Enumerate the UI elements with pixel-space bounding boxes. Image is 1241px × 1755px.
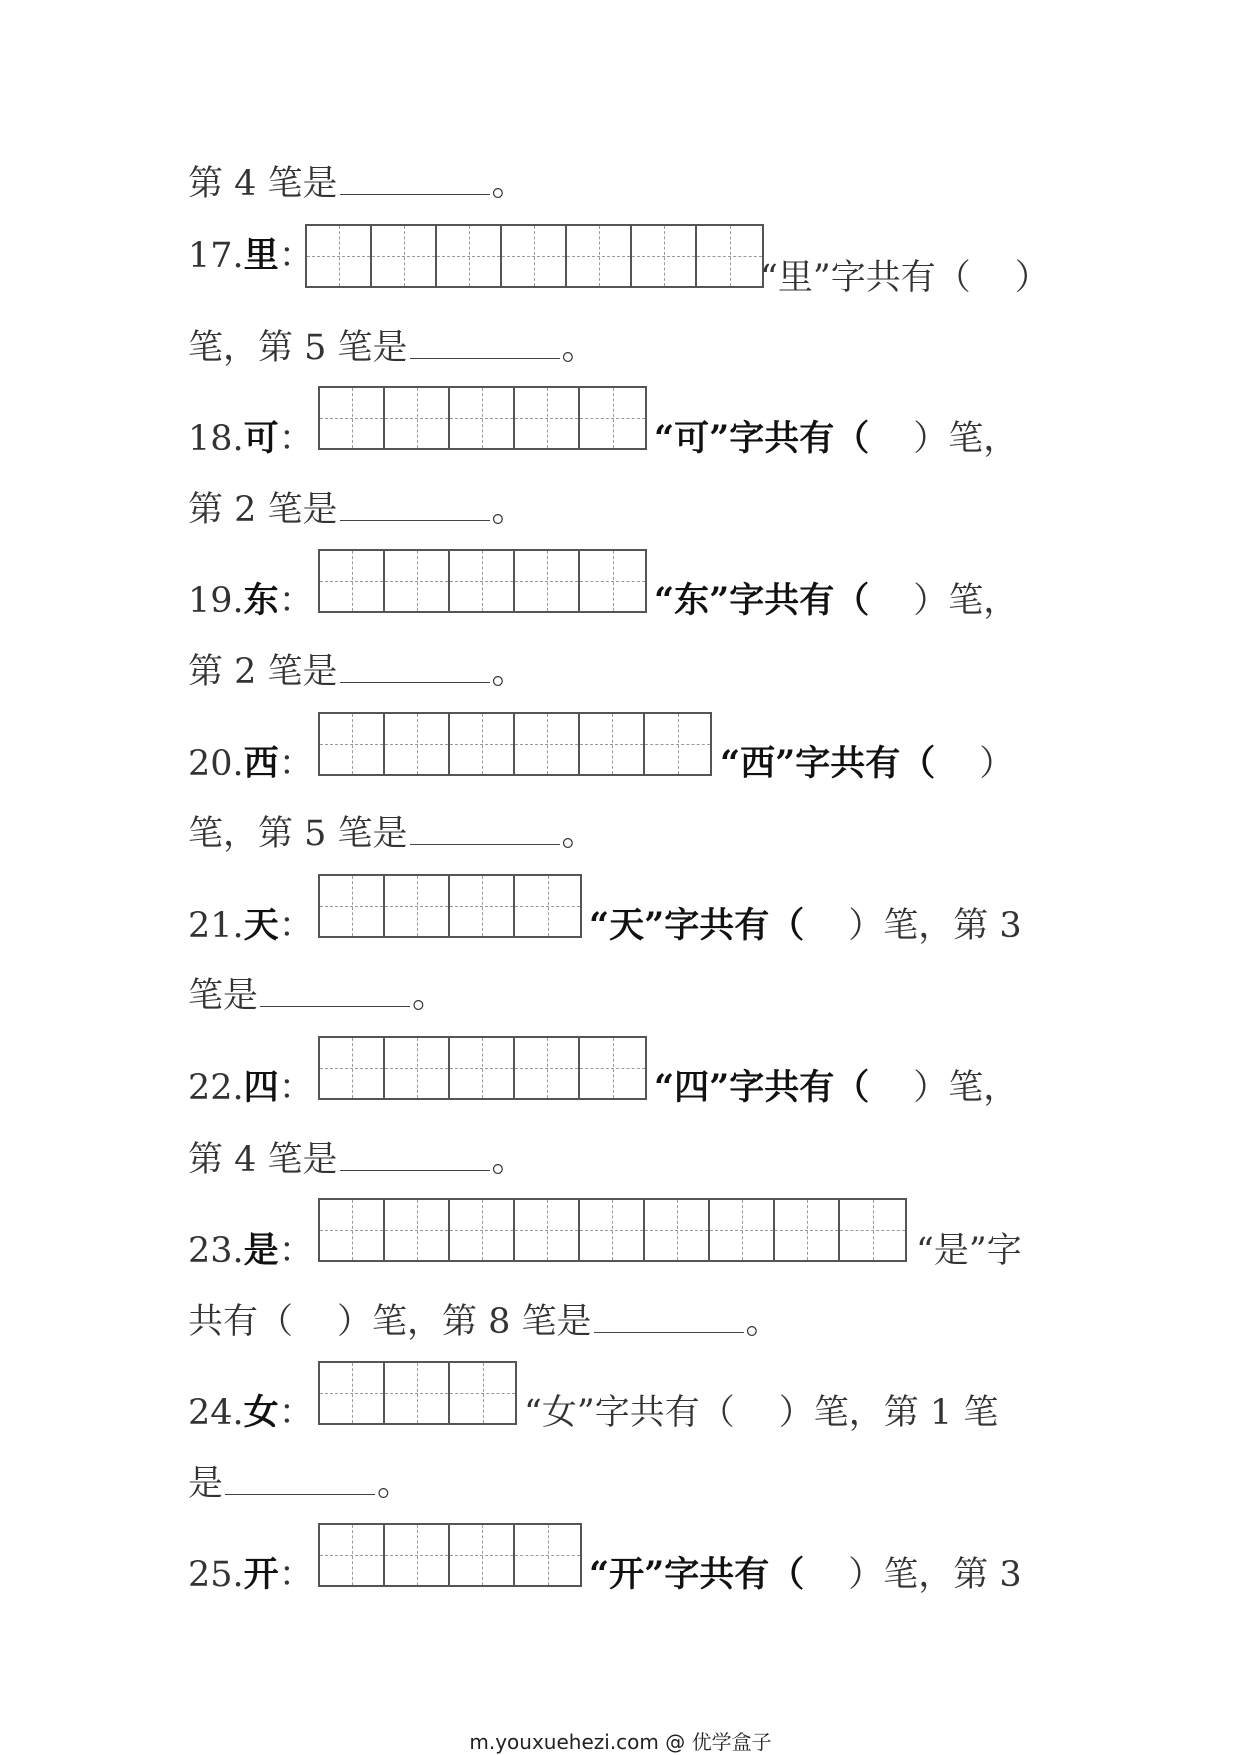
grid-cell[interactable] xyxy=(580,714,645,774)
answer-blank[interactable] xyxy=(410,322,560,359)
grid-cell[interactable] xyxy=(515,876,580,936)
grid-cell[interactable] xyxy=(385,714,450,774)
grid-cell[interactable] xyxy=(450,1525,515,1585)
stroke-question: 第 2 笔是 xyxy=(188,490,338,530)
question-number: 17. xyxy=(188,236,244,276)
stroke-question: 第 4 笔是 xyxy=(188,1140,338,1180)
question-char: 天 xyxy=(243,905,279,946)
question-prompt-end: ）笔， xyxy=(913,581,1019,621)
line-end: 。 xyxy=(745,1302,781,1342)
colon: ： xyxy=(278,236,314,276)
question-char: 里 xyxy=(243,235,279,276)
writing-grid-24[interactable] xyxy=(318,1361,517,1425)
grid-cell[interactable] xyxy=(515,1525,580,1585)
question-25-prompt xyxy=(589,1552,1022,1598)
question-number: 22. xyxy=(188,1068,244,1108)
question-prompt: “女”字共有（ xyxy=(524,1393,735,1433)
intro-line xyxy=(188,158,527,207)
grid-cell[interactable] xyxy=(645,714,710,774)
question-21-prompt xyxy=(589,903,1022,949)
answer-blank[interactable] xyxy=(260,970,410,1007)
stroke-question: 笔，第 5 笔是 xyxy=(188,814,408,854)
line-end: 。 xyxy=(561,328,597,368)
grid-cell[interactable] xyxy=(632,226,697,286)
question-prompt-end: ）笔，第 3 xyxy=(848,1555,1022,1595)
question-number: 19. xyxy=(188,581,244,621)
question-prompt-end: ）笔， xyxy=(913,419,1019,459)
grid-cell[interactable] xyxy=(580,388,645,448)
question-19 xyxy=(188,578,314,624)
grid-cell[interactable] xyxy=(320,1038,385,1098)
grid-cell[interactable] xyxy=(385,1525,450,1585)
question-prompt-end: ） xyxy=(979,744,1015,784)
question-number: 21. xyxy=(188,906,244,946)
colon: ： xyxy=(278,1068,314,1108)
grid-cell[interactable] xyxy=(450,876,515,936)
grid-cell[interactable] xyxy=(320,714,385,774)
grid-cell[interactable] xyxy=(320,551,385,611)
grid-cell[interactable] xyxy=(385,388,450,448)
question-23 xyxy=(188,1228,314,1274)
grid-cell[interactable] xyxy=(515,388,580,448)
grid-cell[interactable] xyxy=(515,1038,580,1098)
question-prompt: “里”字共有（ xyxy=(760,258,971,298)
colon: ： xyxy=(278,744,314,784)
line-end: 。 xyxy=(491,1140,527,1180)
question-prompt-end: ）笔， xyxy=(913,1068,1019,1108)
grid-cell[interactable] xyxy=(450,388,515,448)
answer-blank[interactable] xyxy=(340,1134,490,1171)
stroke-question: 笔，第 5 笔是 xyxy=(188,328,408,368)
question-number: 20. xyxy=(188,744,244,784)
question-17 xyxy=(188,233,314,279)
question-24-prompt xyxy=(524,1390,998,1436)
question-char: 东 xyxy=(243,580,279,621)
grid-cell[interactable] xyxy=(385,1363,450,1423)
writing-grid-18[interactable] xyxy=(318,386,647,450)
line-end: 。 xyxy=(561,814,597,854)
grid-cell[interactable] xyxy=(580,1200,645,1260)
grid-cell[interactable] xyxy=(450,714,515,774)
question-char: 西 xyxy=(243,743,279,784)
question-17-line2 xyxy=(188,322,597,371)
question-prompt: “天”字共有（ xyxy=(589,905,805,946)
grid-cell[interactable] xyxy=(372,226,437,286)
intro-end: 。 xyxy=(491,164,527,204)
grid-cell[interactable] xyxy=(450,551,515,611)
writing-grid-21[interactable] xyxy=(318,874,582,938)
intro-text: 第 4 笔是 xyxy=(188,164,338,204)
grid-cell[interactable] xyxy=(515,551,580,611)
footer-watermark: m.youxuehezi.com @ 优学盒子 xyxy=(469,1730,772,1754)
question-char: 是 xyxy=(243,1230,279,1271)
question-20 xyxy=(188,741,314,787)
writing-grid-22[interactable] xyxy=(318,1036,647,1100)
grid-cell[interactable] xyxy=(437,226,502,286)
question-22 xyxy=(188,1065,314,1111)
question-prompt-end: ） xyxy=(1014,258,1050,298)
grid-cell[interactable] xyxy=(307,226,372,286)
question-25 xyxy=(188,1552,314,1598)
colon: ： xyxy=(278,419,314,459)
grid-cell[interactable] xyxy=(385,876,450,936)
question-19-line2 xyxy=(188,646,527,695)
question-prompt: “可”字共有（ xyxy=(654,418,870,459)
question-21 xyxy=(188,903,314,949)
colon: ： xyxy=(278,1555,314,1595)
question-22-prompt xyxy=(654,1065,1018,1111)
question-char: 可 xyxy=(243,418,279,459)
question-number: 23. xyxy=(188,1231,244,1271)
grid-cell[interactable] xyxy=(697,226,762,286)
answer-blank[interactable] xyxy=(225,1458,375,1495)
question-prompt: “是”字 xyxy=(916,1231,1022,1271)
count-question: 共有（ xyxy=(188,1302,294,1342)
grid-cell[interactable] xyxy=(320,1525,385,1585)
grid-cell[interactable] xyxy=(515,714,580,774)
question-prompt: “西”字共有（ xyxy=(720,743,936,784)
writing-grid-25[interactable] xyxy=(318,1523,582,1587)
line-end: 。 xyxy=(377,1464,413,1504)
question-18-line2 xyxy=(188,484,527,533)
grid-cell[interactable] xyxy=(580,1038,645,1098)
grid-cell[interactable] xyxy=(710,1200,775,1260)
question-prompt: “东”字共有（ xyxy=(654,580,870,621)
question-23-prompt xyxy=(916,1228,1022,1274)
question-prompt: “四”字共有（ xyxy=(654,1067,870,1108)
line-end: 。 xyxy=(491,490,527,530)
stroke-question: 是 xyxy=(188,1464,224,1504)
question-prompt: “开”字共有（ xyxy=(589,1554,805,1595)
question-20-line2 xyxy=(188,808,597,857)
grid-cell[interactable] xyxy=(645,1200,710,1260)
question-18 xyxy=(188,416,314,462)
question-24 xyxy=(188,1390,314,1436)
grid-cell[interactable] xyxy=(775,1200,840,1260)
writing-grid-17[interactable] xyxy=(305,224,764,288)
grid-cell[interactable] xyxy=(320,388,385,448)
question-number: 25. xyxy=(188,1555,244,1595)
writing-grid-19[interactable] xyxy=(318,549,647,613)
writing-grid-20[interactable] xyxy=(318,712,712,776)
answer-blank[interactable] xyxy=(340,646,490,683)
grid-cell[interactable] xyxy=(320,876,385,936)
grid-cell[interactable] xyxy=(450,1038,515,1098)
colon: ： xyxy=(278,906,314,946)
question-char: 女 xyxy=(243,1392,279,1433)
stroke-question: ）笔，第 8 笔是 xyxy=(337,1302,592,1342)
grid-cell[interactable] xyxy=(580,551,645,611)
grid-cell[interactable] xyxy=(450,1363,515,1423)
grid-cell[interactable] xyxy=(450,1200,515,1260)
question-number: 24. xyxy=(188,1393,244,1433)
grid-cell[interactable] xyxy=(515,1200,580,1260)
grid-cell[interactable] xyxy=(320,1200,385,1260)
question-20-prompt xyxy=(720,741,1014,787)
answer-blank[interactable] xyxy=(340,484,490,521)
question-number: 18. xyxy=(188,419,244,459)
answer-blank[interactable] xyxy=(410,808,560,845)
question-17-prompt xyxy=(760,255,1050,301)
stroke-question: 第 2 笔是 xyxy=(188,652,338,692)
question-22-line2 xyxy=(188,1134,527,1183)
colon: ： xyxy=(278,581,314,621)
question-char: 四 xyxy=(243,1067,279,1108)
question-24-line2 xyxy=(188,1458,412,1507)
question-prompt-end: ）笔，第 3 xyxy=(848,906,1022,946)
grid-cell[interactable] xyxy=(320,1363,385,1423)
answer-blank[interactable] xyxy=(594,1296,744,1333)
stroke-question: 笔是 xyxy=(188,976,259,1016)
question-21-line2 xyxy=(188,970,447,1019)
colon: ： xyxy=(278,1393,314,1433)
grid-cell[interactable] xyxy=(385,551,450,611)
grid-cell[interactable] xyxy=(385,1200,450,1260)
grid-cell[interactable] xyxy=(502,226,567,286)
line-end: 。 xyxy=(491,652,527,692)
grid-cell[interactable] xyxy=(567,226,632,286)
question-19-prompt xyxy=(654,578,1018,624)
answer-blank[interactable] xyxy=(340,158,490,195)
question-char: 开 xyxy=(243,1554,279,1595)
colon: ： xyxy=(278,1231,314,1271)
question-18-prompt xyxy=(654,416,1018,462)
line-end: 。 xyxy=(412,976,448,1016)
writing-grid-23[interactable] xyxy=(318,1198,907,1262)
question-23-line2 xyxy=(188,1296,781,1345)
question-prompt-end: ）笔，第 1 笔 xyxy=(778,1393,999,1433)
grid-cell[interactable] xyxy=(840,1200,905,1260)
grid-cell[interactable] xyxy=(385,1038,450,1098)
